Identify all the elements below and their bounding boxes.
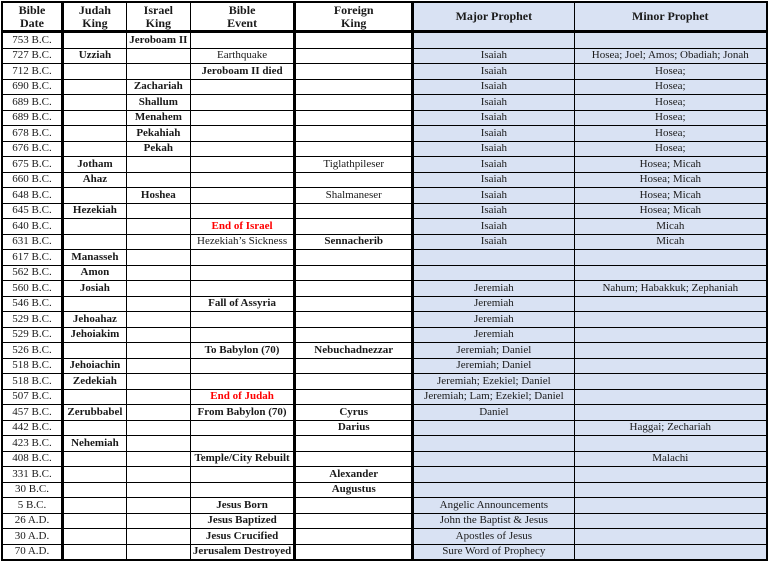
column-header-date: Bible Date	[2, 2, 62, 32]
cell-minor	[574, 467, 767, 483]
table-row	[2, 467, 767, 483]
cell-minor	[574, 482, 767, 498]
column-header-event: Bible Event	[190, 2, 294, 32]
cell-judah	[62, 110, 126, 126]
cell-israel	[126, 358, 190, 374]
cell-event: End of Judah	[190, 389, 294, 405]
cell-israel	[126, 343, 190, 359]
cell-event	[190, 126, 294, 142]
cell-minor	[574, 343, 767, 359]
table-row	[2, 296, 767, 312]
cell-israel: Pekahiah	[126, 126, 190, 142]
cell-event: Jeroboam II died	[190, 64, 294, 80]
table-row	[2, 327, 767, 343]
cell-event	[190, 327, 294, 343]
table-row	[2, 110, 767, 126]
cell-foreign: Shalmaneser	[295, 188, 413, 204]
cell-major: Apostles of Jesus	[413, 529, 574, 545]
cell-event	[190, 358, 294, 374]
cell-israel	[126, 265, 190, 281]
cell-israel	[126, 64, 190, 80]
cell-israel	[126, 234, 190, 250]
cell-foreign	[295, 79, 413, 95]
cell-event: Jesus Baptized	[190, 513, 294, 529]
cell-israel: Zachariah	[126, 79, 190, 95]
cell-major: Jeremiah	[413, 281, 574, 297]
cell-minor: Hosea;	[574, 141, 767, 157]
cell-major	[413, 436, 574, 452]
cell-date: 753 B.C.	[2, 32, 62, 49]
cell-major: Jeremiah; Lam; Ezekiel; Daniel	[413, 389, 574, 405]
cell-event	[190, 110, 294, 126]
cell-judah	[62, 343, 126, 359]
table-row	[2, 389, 767, 405]
cell-date: 331 B.C.	[2, 467, 62, 483]
cell-major: Isaiah	[413, 79, 574, 95]
cell-minor: Hosea; Micah	[574, 172, 767, 188]
cell-foreign: Sennacherib	[295, 234, 413, 250]
cell-foreign	[295, 358, 413, 374]
cell-foreign	[295, 312, 413, 328]
cell-date: 660 B.C.	[2, 172, 62, 188]
cell-date: 423 B.C.	[2, 436, 62, 452]
table-row	[2, 405, 767, 421]
cell-foreign	[295, 327, 413, 343]
cell-date: 457 B.C.	[2, 405, 62, 421]
cell-judah	[62, 529, 126, 545]
cell-event: Jesus Crucified	[190, 529, 294, 545]
cell-date: 26 A.D.	[2, 513, 62, 529]
cell-judah	[62, 234, 126, 250]
table-row	[2, 265, 767, 281]
cell-foreign	[295, 172, 413, 188]
cell-israel	[126, 312, 190, 328]
cell-event	[190, 482, 294, 498]
cell-israel	[126, 172, 190, 188]
cell-foreign	[295, 436, 413, 452]
cell-israel	[126, 389, 190, 405]
cell-event: Jerusalem Destroyed	[190, 544, 294, 560]
cell-israel	[126, 203, 190, 219]
cell-event: Fall of Assyria	[190, 296, 294, 312]
cell-major: Jeremiah; Daniel	[413, 343, 574, 359]
cell-judah: Jehoiachin	[62, 358, 126, 374]
cell-foreign: Alexander	[295, 467, 413, 483]
cell-major: Jeremiah; Daniel	[413, 358, 574, 374]
cell-minor	[574, 389, 767, 405]
cell-judah	[62, 420, 126, 436]
cell-date: 518 B.C.	[2, 374, 62, 390]
cell-date: 689 B.C.	[2, 110, 62, 126]
cell-event	[190, 374, 294, 390]
cell-minor	[574, 296, 767, 312]
cell-date: 5 B.C.	[2, 498, 62, 514]
cell-date: 560 B.C.	[2, 281, 62, 297]
cell-event: Jesus Born	[190, 498, 294, 514]
table-row	[2, 343, 767, 359]
cell-date: 617 B.C.	[2, 250, 62, 266]
cell-israel	[126, 296, 190, 312]
cell-minor: Malachi	[574, 451, 767, 467]
bible-timeline-table	[1, 1, 768, 561]
table-row	[2, 436, 767, 452]
cell-israel	[126, 157, 190, 173]
cell-major: Isaiah	[413, 219, 574, 235]
cell-event	[190, 32, 294, 49]
cell-event	[190, 172, 294, 188]
timeline-table-body	[2, 32, 767, 561]
cell-israel	[126, 467, 190, 483]
table-row	[2, 281, 767, 297]
cell-israel: Pekah	[126, 141, 190, 157]
cell-foreign: Darius	[295, 420, 413, 436]
cell-event	[190, 203, 294, 219]
cell-event: Temple/City Rebuilt	[190, 451, 294, 467]
cell-minor: Hosea; Micah	[574, 157, 767, 173]
cell-foreign	[295, 64, 413, 80]
cell-minor	[574, 358, 767, 374]
cell-foreign	[295, 250, 413, 266]
cell-judah	[62, 451, 126, 467]
cell-judah: Zerubbabel	[62, 405, 126, 421]
cell-israel	[126, 281, 190, 297]
cell-minor	[574, 312, 767, 328]
cell-event	[190, 420, 294, 436]
cell-minor: Hosea; Micah	[574, 203, 767, 219]
cell-israel	[126, 250, 190, 266]
cell-israel	[126, 327, 190, 343]
cell-major	[413, 467, 574, 483]
cell-event: From Babylon (70)	[190, 405, 294, 421]
cell-major	[413, 482, 574, 498]
cell-israel	[126, 451, 190, 467]
table-row	[2, 188, 767, 204]
cell-major: Daniel	[413, 405, 574, 421]
cell-judah	[62, 389, 126, 405]
cell-date: 676 B.C.	[2, 141, 62, 157]
cell-judah: Jotham	[62, 157, 126, 173]
cell-judah: Jehoiakim	[62, 327, 126, 343]
cell-israel	[126, 513, 190, 529]
table-row	[2, 234, 767, 250]
cell-judah	[62, 482, 126, 498]
cell-judah: Uzziah	[62, 48, 126, 64]
cell-event	[190, 79, 294, 95]
cell-minor	[574, 265, 767, 281]
cell-minor: Hosea; Micah	[574, 188, 767, 204]
cell-minor: Nahum; Habakkuk; Zephaniah	[574, 281, 767, 297]
cell-minor	[574, 529, 767, 545]
cell-minor	[574, 250, 767, 266]
cell-major: Isaiah	[413, 157, 574, 173]
table-row	[2, 126, 767, 142]
cell-event	[190, 265, 294, 281]
cell-event	[190, 467, 294, 483]
table-row	[2, 79, 767, 95]
cell-major: Jeremiah; Ezekiel; Daniel	[413, 374, 574, 390]
table-row	[2, 529, 767, 545]
table-row	[2, 513, 767, 529]
cell-judah	[62, 498, 126, 514]
cell-judah	[62, 467, 126, 483]
cell-judah	[62, 32, 126, 49]
cell-date: 727 B.C.	[2, 48, 62, 64]
cell-event: End of Israel	[190, 219, 294, 235]
table-row	[2, 451, 767, 467]
cell-minor	[574, 498, 767, 514]
cell-minor: Haggai; Zechariah	[574, 420, 767, 436]
table-row	[2, 498, 767, 514]
cell-judah: Josiah	[62, 281, 126, 297]
cell-date: 507 B.C.	[2, 389, 62, 405]
cell-judah: Amon	[62, 265, 126, 281]
cell-date: 529 B.C.	[2, 327, 62, 343]
cell-judah: Manasseh	[62, 250, 126, 266]
table-row	[2, 374, 767, 390]
cell-date: 689 B.C.	[2, 95, 62, 111]
table-row	[2, 48, 767, 64]
cell-major: Isaiah	[413, 234, 574, 250]
cell-judah: Hezekiah	[62, 203, 126, 219]
cell-date: 678 B.C.	[2, 126, 62, 142]
cell-israel	[126, 405, 190, 421]
cell-major	[413, 451, 574, 467]
cell-israel: Jeroboam II	[126, 32, 190, 49]
cell-major: Jeremiah	[413, 296, 574, 312]
cell-israel	[126, 436, 190, 452]
cell-foreign	[295, 126, 413, 142]
cell-event	[190, 95, 294, 111]
cell-judah	[62, 296, 126, 312]
cell-date: 562 B.C.	[2, 265, 62, 281]
cell-minor	[574, 405, 767, 421]
cell-foreign	[295, 95, 413, 111]
cell-judah	[62, 513, 126, 529]
cell-date: 640 B.C.	[2, 219, 62, 235]
cell-major	[413, 265, 574, 281]
cell-judah	[62, 64, 126, 80]
table-row	[2, 250, 767, 266]
cell-minor: Hosea;	[574, 95, 767, 111]
table-row	[2, 32, 767, 49]
cell-minor: Micah	[574, 234, 767, 250]
cell-date: 690 B.C.	[2, 79, 62, 95]
cell-judah	[62, 219, 126, 235]
table-row	[2, 157, 767, 173]
cell-minor	[574, 513, 767, 529]
cell-date: 408 B.C.	[2, 451, 62, 467]
cell-foreign	[295, 265, 413, 281]
cell-minor: Hosea;	[574, 79, 767, 95]
cell-israel	[126, 482, 190, 498]
cell-israel	[126, 420, 190, 436]
cell-major: Isaiah	[413, 141, 574, 157]
cell-event	[190, 281, 294, 297]
cell-event	[190, 157, 294, 173]
cell-israel: Menahem	[126, 110, 190, 126]
column-header-minor: Minor Prophet	[574, 2, 767, 32]
cell-major	[413, 250, 574, 266]
cell-foreign	[295, 544, 413, 560]
cell-minor	[574, 436, 767, 452]
cell-foreign	[295, 219, 413, 235]
cell-israel	[126, 374, 190, 390]
cell-date: 518 B.C.	[2, 358, 62, 374]
cell-event	[190, 141, 294, 157]
cell-major: Isaiah	[413, 188, 574, 204]
cell-israel	[126, 498, 190, 514]
cell-judah	[62, 126, 126, 142]
cell-foreign: Nebuchadnezzar	[295, 343, 413, 359]
cell-date: 631 B.C.	[2, 234, 62, 250]
cell-foreign: Augustus	[295, 482, 413, 498]
cell-foreign	[295, 529, 413, 545]
table-row	[2, 420, 767, 436]
cell-minor: Micah	[574, 219, 767, 235]
cell-event: Earthquake	[190, 48, 294, 64]
cell-minor	[574, 374, 767, 390]
cell-event	[190, 250, 294, 266]
cell-major: Isaiah	[413, 48, 574, 64]
cell-date: 529 B.C.	[2, 312, 62, 328]
cell-minor: Hosea; Joel; Amos; Obadiah; Jonah	[574, 48, 767, 64]
cell-minor	[574, 327, 767, 343]
cell-date: 546 B.C.	[2, 296, 62, 312]
table-row	[2, 64, 767, 80]
cell-foreign	[295, 32, 413, 49]
cell-judah	[62, 188, 126, 204]
cell-foreign	[295, 498, 413, 514]
cell-judah	[62, 141, 126, 157]
cell-judah	[62, 544, 126, 560]
cell-major: Isaiah	[413, 95, 574, 111]
cell-major: Jeremiah	[413, 327, 574, 343]
cell-foreign	[295, 389, 413, 405]
cell-foreign	[295, 141, 413, 157]
table-row	[2, 358, 767, 374]
cell-foreign	[295, 374, 413, 390]
cell-foreign: Cyrus	[295, 405, 413, 421]
cell-judah: Zedekiah	[62, 374, 126, 390]
table-row	[2, 203, 767, 219]
cell-foreign	[295, 451, 413, 467]
cell-event: To Babylon (70)	[190, 343, 294, 359]
cell-judah	[62, 95, 126, 111]
cell-major	[413, 32, 574, 49]
cell-major: Isaiah	[413, 172, 574, 188]
cell-minor: Hosea;	[574, 110, 767, 126]
cell-israel	[126, 219, 190, 235]
cell-foreign: Tiglathpileser	[295, 157, 413, 173]
cell-foreign	[295, 513, 413, 529]
cell-date: 712 B.C.	[2, 64, 62, 80]
table-row	[2, 312, 767, 328]
cell-event	[190, 436, 294, 452]
cell-date: 30 A.D.	[2, 529, 62, 545]
cell-israel	[126, 529, 190, 545]
table-row	[2, 482, 767, 498]
cell-major: Sure Word of Prophecy	[413, 544, 574, 560]
cell-major: Isaiah	[413, 110, 574, 126]
cell-judah	[62, 79, 126, 95]
cell-minor: Hosea;	[574, 64, 767, 80]
column-header-judah: Judah King	[62, 2, 126, 32]
cell-date: 645 B.C.	[2, 203, 62, 219]
cell-judah: Jehoahaz	[62, 312, 126, 328]
cell-event	[190, 312, 294, 328]
cell-major: Angelic Announcements	[413, 498, 574, 514]
table-row	[2, 141, 767, 157]
cell-minor: Hosea;	[574, 126, 767, 142]
table-row	[2, 95, 767, 111]
cell-judah: Nehemiah	[62, 436, 126, 452]
column-header-foreign: Foreign King	[295, 2, 413, 32]
cell-foreign	[295, 110, 413, 126]
cell-israel	[126, 544, 190, 560]
cell-event	[190, 188, 294, 204]
table-row	[2, 172, 767, 188]
column-header-major: Major Prophet	[413, 2, 574, 32]
column-header-israel: Israel King	[126, 2, 190, 32]
cell-date: 675 B.C.	[2, 157, 62, 173]
cell-major: John the Baptist & Jesus	[413, 513, 574, 529]
table-row	[2, 544, 767, 560]
cell-foreign	[295, 296, 413, 312]
cell-foreign	[295, 281, 413, 297]
cell-minor	[574, 32, 767, 49]
cell-major: Isaiah	[413, 126, 574, 142]
cell-date: 442 B.C.	[2, 420, 62, 436]
cell-israel: Hoshea	[126, 188, 190, 204]
cell-major: Isaiah	[413, 203, 574, 219]
cell-israel: Shallum	[126, 95, 190, 111]
table-row	[2, 219, 767, 235]
cell-date: 648 B.C.	[2, 188, 62, 204]
header-row	[2, 2, 767, 32]
cell-major	[413, 420, 574, 436]
cell-major: Isaiah	[413, 64, 574, 80]
cell-israel	[126, 48, 190, 64]
cell-judah: Ahaz	[62, 172, 126, 188]
cell-major: Jeremiah	[413, 312, 574, 328]
cell-date: 70 A.D.	[2, 544, 62, 560]
cell-foreign	[295, 203, 413, 219]
cell-date: 30 B.C.	[2, 482, 62, 498]
cell-minor	[574, 544, 767, 560]
cell-date: 526 B.C.	[2, 343, 62, 359]
cell-foreign	[295, 48, 413, 64]
cell-event: Hezekiah’s Sickness	[190, 234, 294, 250]
